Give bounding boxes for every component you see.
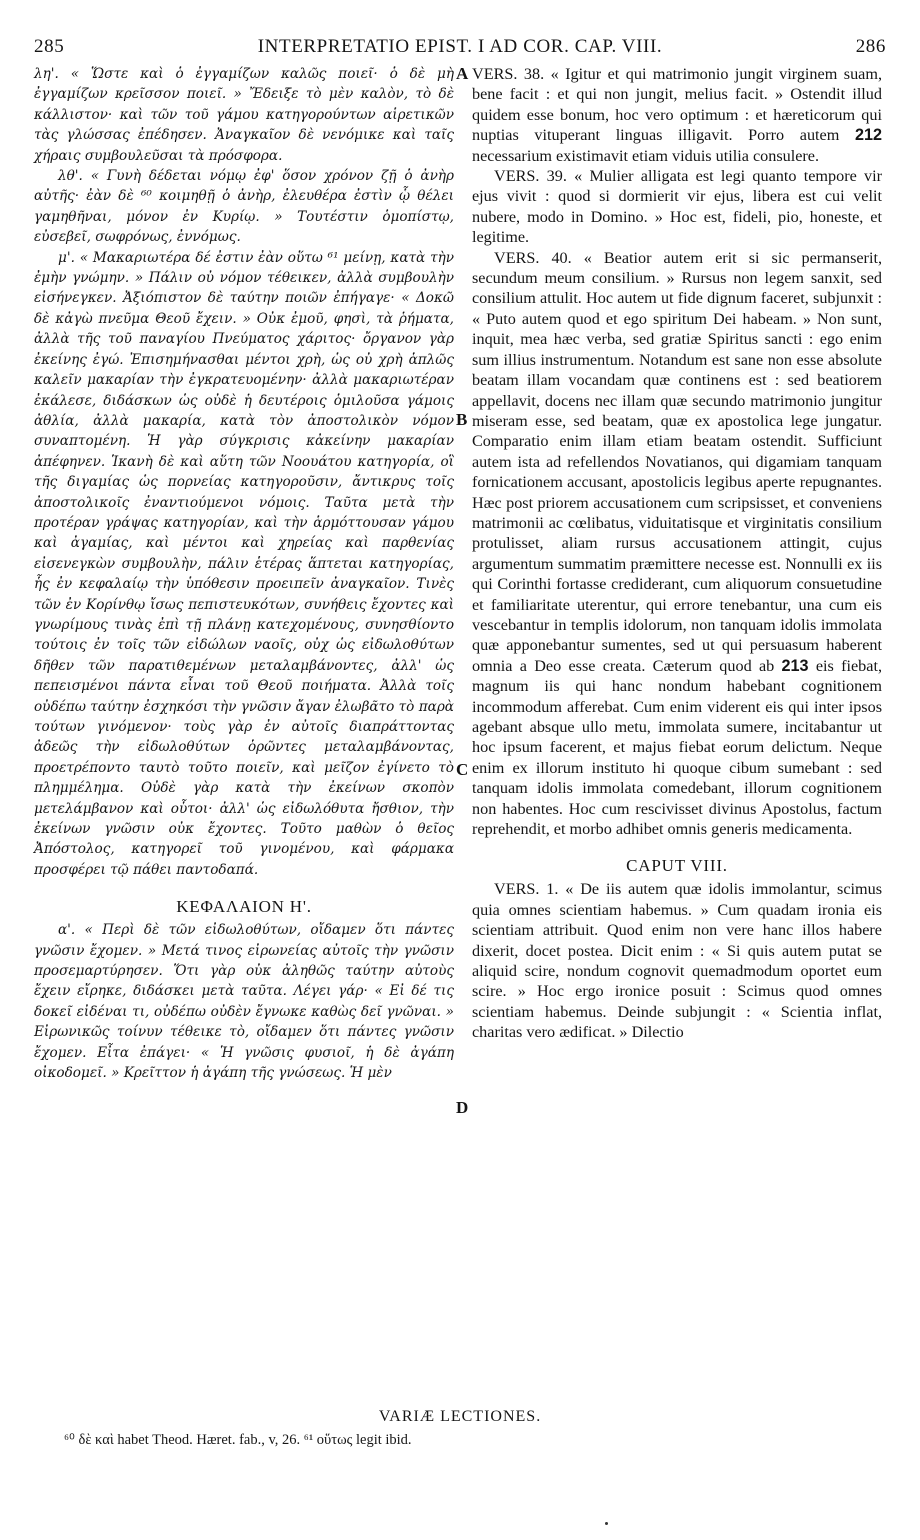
column-number-212: 212 [854,126,882,145]
greek-paragraph: λη'. « Ὥστε καὶ ὁ ἐγγαμίζων καλῶς ποιεῖ· ὁ δὲ μὴ ἐγγαμίζων κρεῖσσον ποιεῖ. » Ἔδειξε τὸ μὲν καλὸν, τὸ δὲ κάλλιστον· καὶ τῶν τοῦ γάμου κατηγορούντων αἱρετικῶν τὰς γλώσσας ἐπέδησεν. Ἀναγκαῖον δὲ νενόμικε καὶ ταῖς χήραις συμβουλεῦσαι τὰ πρόσφορα. [34,66,454,164]
latin-paragraph: VERS. 39. « Mulier alligata est legi quanto tempore vir ejus vivit : quod si dormierit vir ejus, libera est cui velit nubere, modo in Domino. » Hoc est, fideli, pio, honeste, et legitime. [472,167,882,247]
latin-column [472,64,882,1043]
latin-text: necessarium existimavit etiam viduis utilia consulere. [472,146,820,165]
margin-letter-d: D [456,1098,469,1117]
page-header [34,36,886,62]
latin-text: VERS. 40. « Beatior autem erit si sic permanserit, secundum meum consilium. » Rursus non legem sanxit, sed consilium attulit. Hoc autem ut fide dignum faceret, subjunxit : « Puto autem quod et ego spiritum Dei habeam. » Non sunt, inquit, mea hæc verba, sed gratiæ Spiritus sancti : ego enim sum illius instrumentum. Notandum est sane non esse absolute beatam illam vocandam quæ continens est : sed beatiorem appellavit, docens nec illam quæ secundo matrimonio jungitur miseram esse, sed beatam, quæ ex apostolica lege jungatur. Comparatio enim illam etiam beatam ostendit. Sufficiunt autem ista ad refellendos Novatianos, qui digamiam tanquam fornicationem accusant, apostolicis legibus aperte repugnantes. Hæc post priorem accusationem cum scripsisset, et conveniens matrimonii ac cœlibatus, viduitatisque et virginitatis consilium protulisset, aliam rursus accusationem attingit, cujus argumentum summatim præmittere necesse est. Nonnulli ex iis qui Corinthi fortasse crediderant, cum aliquorum consuetudine et familiaritate uterentur, qui errore tenebantur, una cum eis vescebantur in templis idolorum, non tanquam idolis immolata quæ apponebantur sumentes, sed ut qui persuasum haberent omnia a Deo esse creata. Cæterum quod ab [472,248,882,675]
latin-paragraph [472,64,882,166]
latin-text: eis fiebat, magnum iis qui hanc nondum habebant cognitionem incommodum afferebat. Cum enim viderent eis qui inter ipsos agebant absque ullo metu, immolata sumere, incitabantur ut hoc ipsum facerent, et majus fiebat eorum delictum. Neque enim ex illorum instituto hi quoque cibum sumebant : sed tanquam idolis immolata comedebant, illorum cognitionem non habentes. Hoc cum rescivisset divinus Apostolus, factum reprehendit, et morbo adhibet omnis generis medicamenta. [472,656,882,839]
greek-paragraph: λθ'. « Γυνὴ δέδεται νόμῳ ἐφ' ὅσον χρόνον ζῇ ὁ ἀνὴρ αὐτῆς· ἐὰν δὲ ⁶⁰ κοιμηθῇ ὁ ἀνὴρ, ἐλευθέρα ἐστὶν ᾧ θέλει γαμηθῆναι, μόνον ἐν Κυρίῳ. » Τουτέστιν ὁμοπίστῳ, εὐσεβεῖ, σωφρόνως, ἐννόμως. [34,168,454,246]
margin-letter-b: B [456,410,468,429]
latin-text: VERS. 38. « Igitur et qui matrimonio jungit virginem suam, bene facit : et qui non jungit, melius facit. » Ostendit illud quidem esse bonum, hoc vero optimum : et hæreticorum qui nuptias vituperant linguas illigavit. Porro autem [472,65,882,145]
greek-column [34,64,454,1084]
latin-paragraph [472,248,882,840]
latin-paragraph: VERS. 1. « De iis autem quæ idolis immolantur, scimus quia omnes scientiam habemus. » Cum quadam ironia eis scientiam attribuit. Quod enim non vere hanc illos habere dixerit, docet postea. Dicit enim : « Si quis autem putat se aliquid scire, nondum cognovit quemadmodum oportet eum scire. » Hoc ergo ironice posuit : Scimus quod omnes scientiam habemus. Deinde subjungit : « Scientia inflat, charitas vero ædificat. » Dilectio [472,880,882,1042]
page-number-left: 285 [34,36,65,57]
running-title: INTERPRETATIO EPIST. I AD COR. CAP. VIII. [257,36,663,57]
greek-paragraph: α'. « Περὶ δὲ τῶν εἰδωλοθύτων, οἴδαμεν ὅτι πάντες γνῶσιν ἔχομεν. » Μετά τινος εἰρωνείας αὐτοῖς τὴν γνῶσιν προσεμαρτύρησεν. Ὅτι γὰρ οὐκ ἀληθῶς ταύτην αὐτοὺς ἔχειν εἴρηκε, διδάσκει μετὰ ταῦτα. Λέγει γάρ· « Εἰ δέ τις δοκεῖ εἰδέναι τι, οὐδέπω οὐδὲν ἔγνωκε καθὼς δεῖ γνῶναι. » Εἰρωνικῶς τοίνυν τέθεικε τὸ, οἴδαμεν ὅτι πάντες γνῶσιν ἔχομεν. Εἶτα ἐπάγει· « Ἡ γνῶσις φυσιοῖ, ἡ δὲ ἀγάπη οἰκοδομεῖ. » Κρεῖττον ἡ ἀγάπη τῆς γνώσεως. Ἡ μὲν [34,922,454,1082]
margin-letter-c: C [456,760,469,779]
column-number-213: 213 [781,656,809,675]
stray-mark [605,1522,608,1525]
latin-chapter-title: CAPUT VIII. [626,856,728,876]
greek-chapter-title: ΚΕΦΑΛΑΙΟΝ Η'. [176,897,312,917]
page-number-right: 286 [855,36,886,57]
greek-paragraph: μ'. « Μακαριωτέρα δέ ἐστιν ἐὰν οὕτω ⁶¹ μείνῃ, κατὰ τὴν ἐμὴν γνώμην. » Πάλιν οὐ νόμον τέθεικεν, ἀλλὰ συμβουλὴν εἰσήνεγκεν. Ἀξιόπιστον δὲ ταύτην ποιῶν ἐπήγαγε· « Δοκῶ δὲ κἀγὼ πνεῦμα Θεοῦ ἔχειν. » Οὐκ ἐμοῦ, φησὶ, τὰ ῥήματα, ἀλλὰ τῆς τοῦ παναγίου Πνεύματος χάριτος· ὄργανον γὰρ ἐκείνης ἐγώ. Ἐπισημήνασθαι μέντοι χρὴ, ὡς οὐ χρὴ ἁπλῶς καλεῖν μακαρίαν τὴν ἐγκρατευομένην· ἀλλὰ μακαριωτέραν ἐκάλεσε, διδάσκων ὡς οὐδὲ ἡ δευτέροις ὁμιλοῦσα γάμοις ἀθλία, ἀλλὰ μακαρία, κατὰ τὸν ἀποστολικὸν νόμον συναπτομένη. Ἡ γὰρ σύγκρισις κἀκείνην μακαρίαν ἀπέφηνεν. Ἱκανὴ δὲ καὶ αὕτη τῶν Νοουάτου κατηγορία, οἳ τῆς διγαμίας ὡς πορνείας κατηγοροῦσιν, ἄντικρυς τοῖς ἀποστολικοῖς ἐναντιούμενοι νόμοις. Ταῦτα μετὰ τὴν προτέραν γράψας κατηγορίαν, καὶ τὴν ἁρμόττουσαν γάμου καὶ ἀγαμίας, καὶ μέντοι καὶ χηρείας καὶ παρθενίας εἰσενεγκὼν συμβουλὴν, πάλιν ἑτέρας ἅπτεται κατηγορίας, ἧς ἐν κεφαλαίῳ τὴν ὑπόθεσιν προειπεῖν ἀναγκαῖον. Τινὲς τῶν ἐν Κορίνθῳ ἴσως πεπιστευκότων, συνήθεις ἔχοντες καὶ γνωρίμους τινὰς ἐπὶ τῇ πλάνῃ κατεχομένους, συνησθίοντο τούτοις ἐν τοῖς τῶν εἰδώλων ναοῖς, οὐχ ὡς εἰδωλοθύτων δῆθεν τῶν παρατιθεμένων μεταλαμβάνοντες, ἀλλ' ὡς πεπεισμένοι πάντα εἶναι τοῦ Θεοῦ ποιήματα. Ἀλλὰ τοῖς οὐδέπω ταύτην ἐσχηκόσι τὴν γνῶσιν ἄγαν ἐλωβᾶτο τὸ παρὰ τούτων γινόμενον· τοὺς γὰρ ἐν αὐτοῖς διαπράττοντας ἀδεῶς τὴν εἰδωλοθύτων ὁρῶντες μεταλαμβάνοντας, προετρέποντο ταυτὸ τοῦτο ποιεῖν, καὶ μεῖζον ἐγίνετο τὸ πλημμέλημα. Οὐδὲ γὰρ κατὰ τὴν ἐκείνων σκοπὸν μετελάμβανον καὶ οὗτοι· ἀλλ' ὡς εἰδωλόθυτα ἤσθιον, τὴν ἐκείνων γνῶσιν οὐκ ἔχοντες. Τοῦτο μαθὼν ὁ θεῖος Ἀπόστολος, κατηγορεῖ τοῦ γινομένου, καὶ φάρμακα προσφέρει τῷ πάθει παντοδαπά. [34,249,454,878]
variae-lectiones-notes: ⁶⁰ δὲ καὶ habet Theod. Hæret. fab., v, 26. ⁶¹ οὕτως legit ibid. [64,1432,412,1448]
margin-letter-a: A [456,64,469,83]
variae-lectiones-title: VARIÆ LECTIONES. [378,1408,542,1425]
